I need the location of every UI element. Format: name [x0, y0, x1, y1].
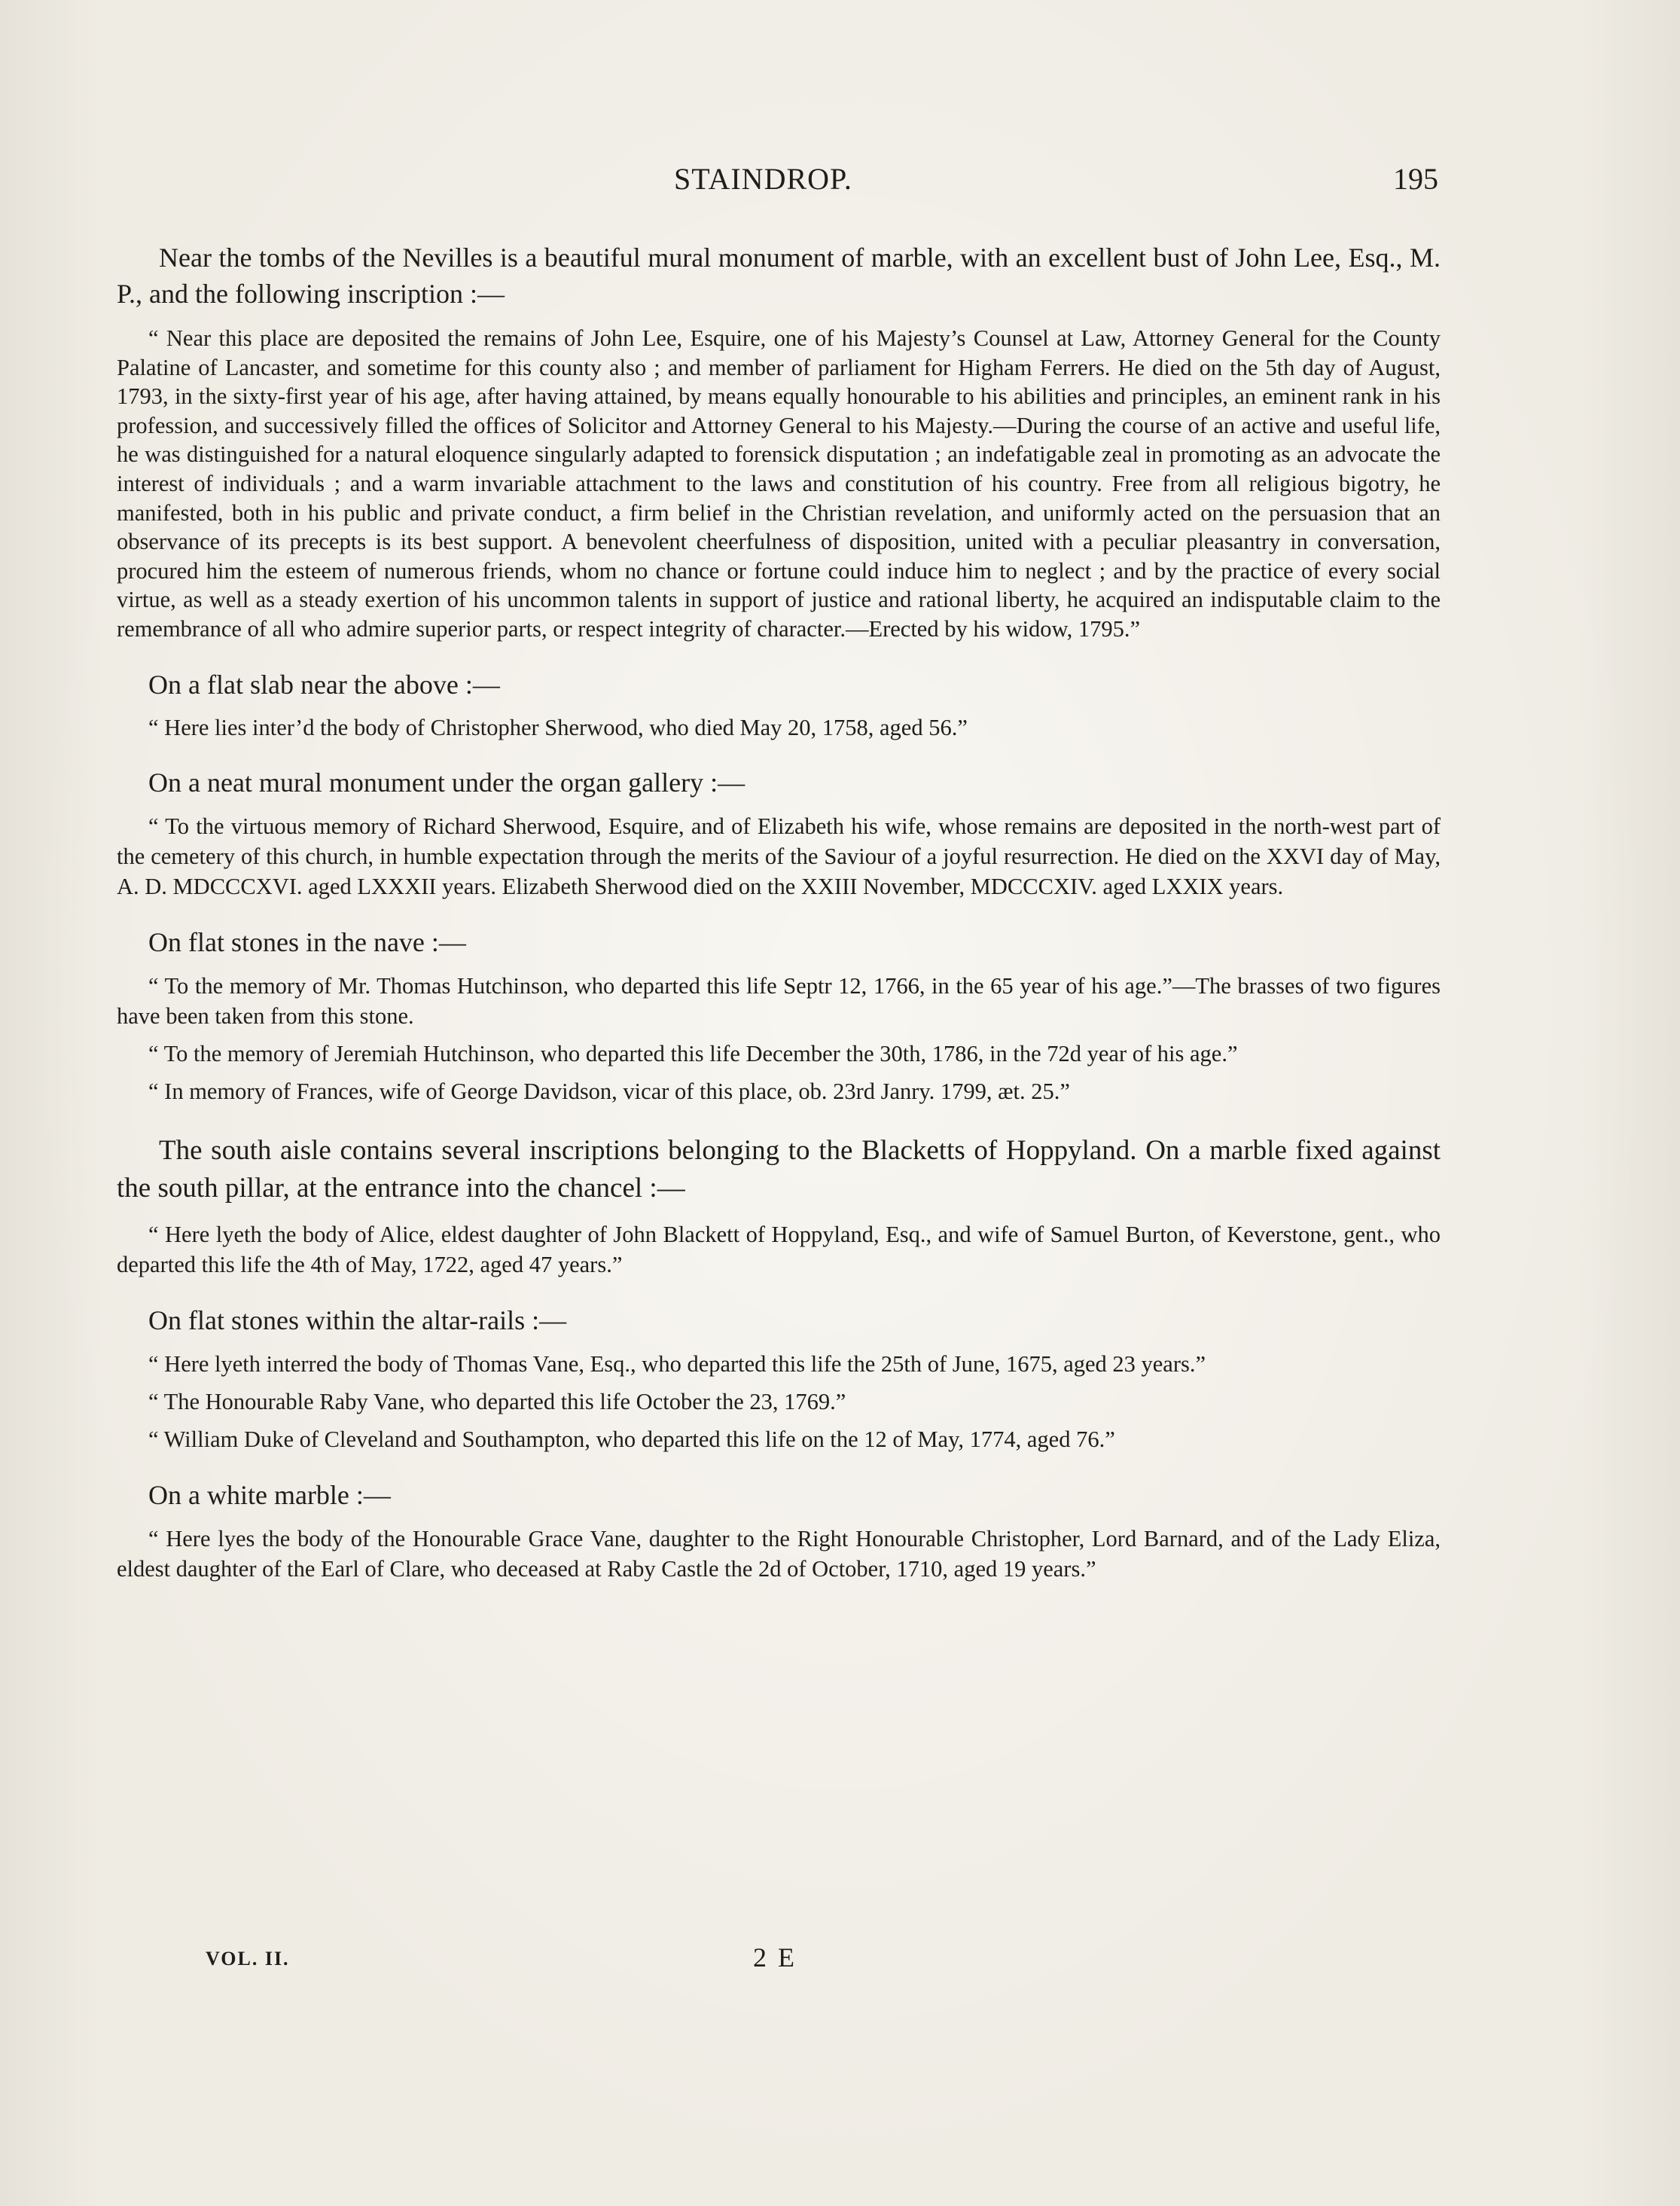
running-head [0, 161, 1680, 199]
inscription-frances-davidson: “ In memory of Frances, wife of George Davidson, vicar of this place, ob. 23rd Janry. 1799, æt. 25.” [148, 1079, 1070, 1105]
inscription-john-lee: “ Near this place are deposited the remains of John Lee, Esquire, one of his Majesty’s Counsel at Law, Attorney General for the County Palatine of Lancaster, and sometime for this county also ; and member of parliament for Higham Ferrers. He died on the 5th day of August, 1793, in the sixty-first year of his age, after having attained, by means equally honourable to his abilities and principles, an eminent rank in his profession, and successively filled the offices of Solicitor and Attorney General to his Majesty.—During the course of an active and useful life, he was distinguished for a natural eloquence singularly adapted to forensick disputation ; an indefatigable zeal in promoting as an advocate the interest of individuals ; and a warm invariable attachment to the laws and constitution of his country. Free from all religious bigotry, he manifested, both in his public and private conduct, a firm belief in the Christian revelation, and uniformly acted on the persuasion that an observance of its precepts is its best support. A benevolent cheerfulness of disposition, united with a peculiar pleasantry in conversation, procured him the esteem of numerous friends, whom no chance or fortune could induce him to neglect ; and by the practice of every social virtue, as well as a steady exertion of his uncommon talents in support of justice and rational liberty, he acquired an indisputable claim to the remembrance of all who admire superior parts, or respect integrity of character.—Erected by his widow, 1795.” [117, 325, 1441, 642]
paragraph-south-aisle: The south aisle contains several inscriptions belonging to the Blacketts of Hoppyland. On a marble fixed against the south pillar, at the entrance into the chancel :— [117, 1135, 1441, 1204]
caption-white-marble: On a white marble :— [148, 1480, 391, 1511]
caption-organ-gallery: On a neat mural monument under the organ gallery :— [148, 767, 745, 798]
volume-label: VOL. II. [206, 1948, 290, 1970]
caption-nave: On flat stones in the nave :— [148, 927, 466, 958]
paragraph-lee-monument-intro: Near the tombs of the Nevilles is a beautiful mural monument of marble, with an excellent bust of John Lee, Esq., M. P., and the following inscription :— [117, 243, 1441, 309]
inscription-jeremiah-hutchinson: “ To the memory of Jeremiah Hutchinson, who departed this life December the 30th, 1786, in the 72d year of his age.” [148, 1041, 1238, 1067]
inscription-richard-sherwood: “ To the virtuous memory of Richard Sherwood, Esquire, and of Elizabeth his wife, whose remains are deposited in the north-west part of the cemetery of this church, in humble expectation through the merits of the Saviour of a joyful resurrection. He died on the XXVI day of May, A. D. MDCCCXVI. aged LXXXII years. Elizabeth Sherwood died on the XXIII November, MDCCCXIV. aged LXXIX years. [117, 813, 1441, 900]
inscription-thomas-vane: “ Here lyeth interred the body of Thomas Vane, Esq., who departed this life the 25th of June, 1675, aged 23 years.” [148, 1351, 1206, 1378]
inscription-grace-vane: “ Here lyes the body of the Honourable Grace Vane, daughter to the Right Honourable Christopher, Lord Barnard, and of the Lady Eliza, eldest daughter of the Earl of Clare, who deceased at Raby Castle the 2d of October, 1710, aged 19 years.” [117, 1526, 1441, 1582]
caption-altar-rails: On flat stones within the altar-rails :— [148, 1305, 567, 1336]
body-text [117, 240, 1441, 1591]
running-title: STAINDROP. [674, 162, 852, 196]
page-number: 195 [1393, 162, 1438, 196]
inscription-duke-of-cleveland: “ William Duke of Cleveland and Southampton, who departed this life on the 12 of May, 1774, aged 76.” [148, 1426, 1115, 1453]
signature-mark: 2 E [753, 1942, 797, 1973]
page-footer [0, 1942, 1680, 1978]
caption-flat-slab: On a flat slab near the above :— [148, 669, 500, 700]
inscription-raby-vane: “ The Honourable Raby Vane, who departed this life October the 23, 1769.” [148, 1389, 846, 1415]
inscription-christopher-sherwood: “ Here lies inter’d the body of Christopher Sherwood, who died May 20, 1758, aged 56.” [148, 714, 968, 740]
inscription-thomas-hutchinson: “ To the memory of Mr. Thomas Hutchinson, who departed this life Septr 12, 1766, in the 65 year of his age.”—The brasses of two figures have been taken from this stone. [117, 973, 1441, 1030]
inscription-alice-burton: “ Here lyeth the body of Alice, eldest daughter of John Blackett of Hoppyland, Esq., and wife of Samuel Burton, of Keverstone, gent., who departed this life the 4th of May, 1722, aged 47 years.” [117, 1222, 1441, 1278]
